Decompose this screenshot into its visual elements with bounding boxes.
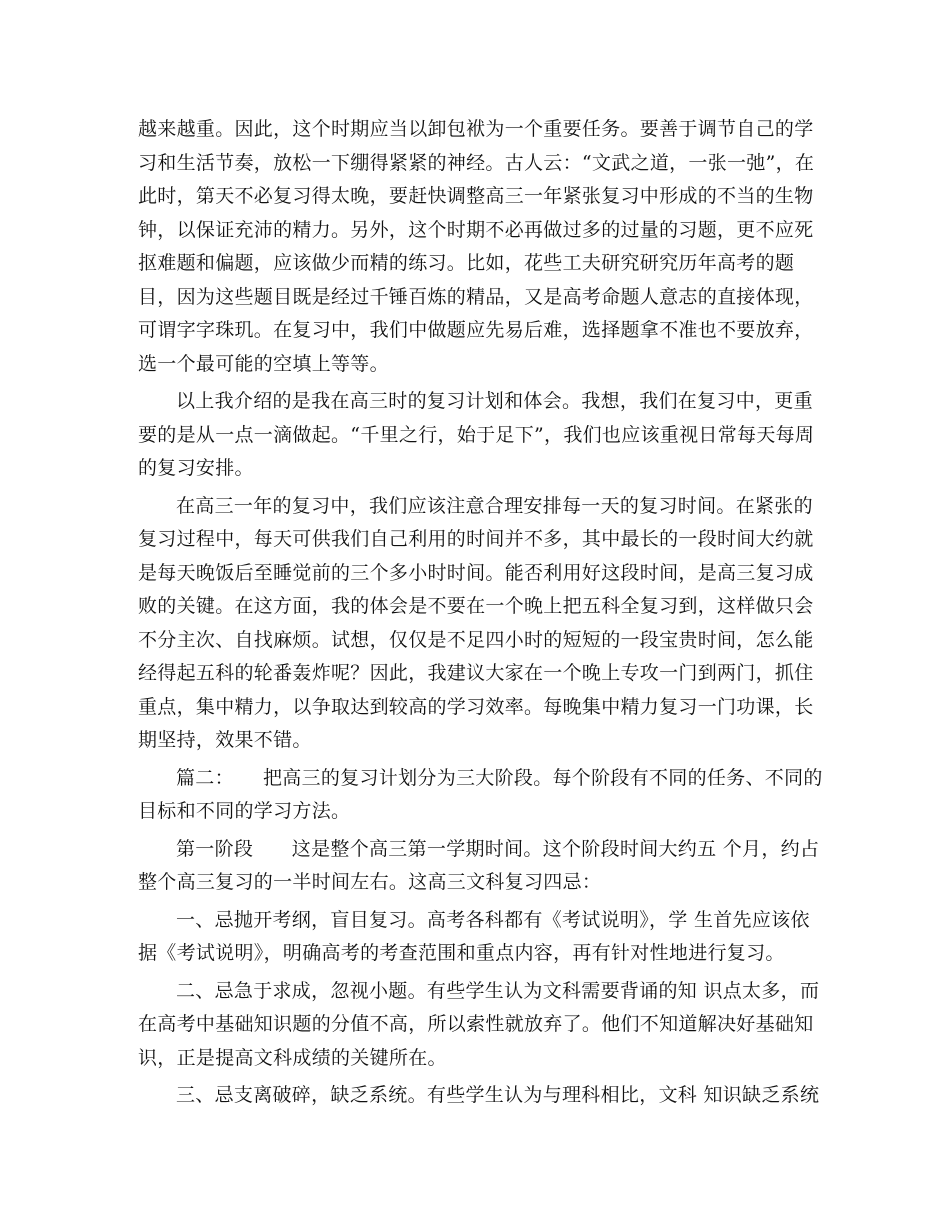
paragraph-6: 一、忌抛开考纲，盲目复习。高考各科都有《考试说明》，学 生首先应该依据《考试说明》，明确高考的考查范围和重点内容，再有针对性地进行复习。 xyxy=(138,908,810,964)
paragraph-8: 三、忌支离破碎，缺乏系统。有些学生认为与理科相比，文科 知识缺乏系统 xyxy=(176,1084,820,1106)
paragraph-2: 以上我介绍的是我在高三时的复习计划和体会。我想，我们在复习中，更重要的是从一点一滴做起。“千里之行，始于足下”，我们也应该重视日常每天每周的复习安排。 xyxy=(138,390,815,479)
document-body xyxy=(138,113,826,1117)
paragraph-4: 篇二： 把高三的复习计划分为三大阶段。每个阶段有不同的任务、不同的目标和不同的学习方法。 xyxy=(138,766,823,822)
paragraph-1: 越来越重。因此，这个时期应当以卸包袱为一个重要任务。要善于调节自己的学习和生活节奏，放松一下绷得紧紧的神经。古人云：“文武之道，一张一弛”，在此时，第天不必复习得太晚，要赶快调整高三一年紧张复习中形成的不当的生物钟，以保证充沛的精力。另外，这个时期不必再做过多的过量的习题，更不应死抠难题和偏题，应该做少而精的练习。比如，花些工夫研究研究历年高考的题目，因为这些题目既是经过千锤百炼的精品，又是高考命题人意志的直接体现，可谓字字珠玑。在复习中，我们中做题应先易后难，选择题拿不准也不要放弃，选一个最可能的空填上等等。 xyxy=(138,118,815,375)
paragraph-3: 在高三一年的复习中，我们应该注意合理安排每一天的复习时间。在紧张的复习过程中，每天可供我们自己利用的时间并不多，其中最长的一段时间大约就是每天晚饭后至睡觉前的三个多小时时间。能否利用好这段时间，是高三复习成败的关键。在这方面，我的体会是不要在一个晚上把五科全复习到，这样做只会不分主次、自找麻烦。试想，仅仅是不足四小时的短短的一段宝贵时间，怎么能经得起五科的轮番轰炸呢？因此，我建议大家在一个晚上专攻一门到两门，抓住重点，集中精力，以争取达到较高的学习效率。每晚集中精力复习一门功课，长期坚持，效果不错。 xyxy=(138,494,814,751)
paragraph-5: 第一阶段 这是整个高三第一学期时间。这个阶段时间大约五 个月，约占整个高三复习的一半时间左右。这高三文科复习四忌： xyxy=(138,837,820,893)
paragraph-7: 二、忌急于求成，忽视小题。有些学生认为文科需要背诵的知 识点太多，而在高考中基础知识题的分值不高，所以索性就放弃了。他们不知道解决好基础知识，正是提高文科成绩的关键所在。 xyxy=(138,979,820,1069)
